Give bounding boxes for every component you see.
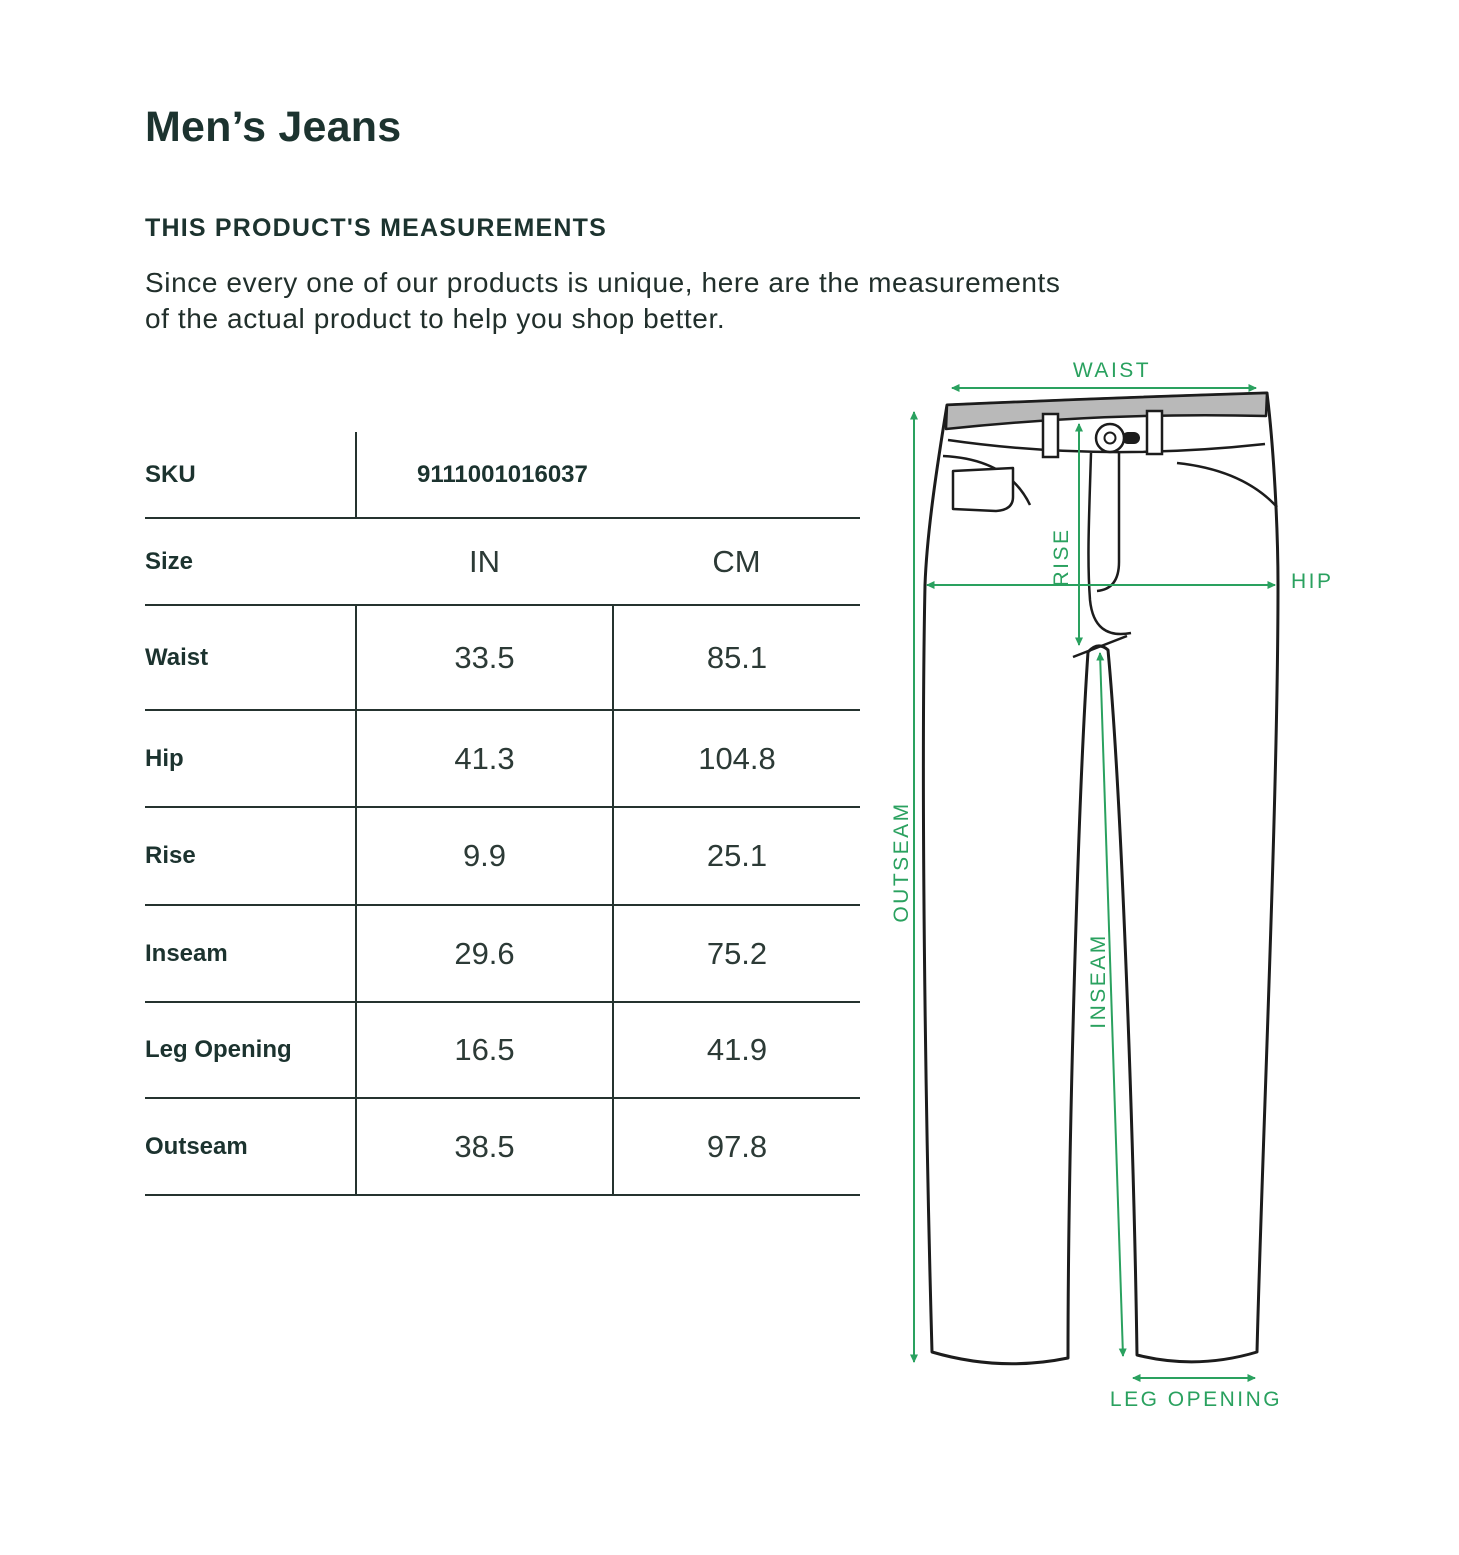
table-row xyxy=(145,1098,860,1195)
row-value-cm: 75.2 xyxy=(613,905,860,1002)
row-value-in: 16.5 xyxy=(356,1002,613,1098)
table-row xyxy=(145,807,860,905)
row-label: Waist xyxy=(145,605,356,710)
row-value-cm: 25.1 xyxy=(613,807,860,905)
row-label: Hip xyxy=(145,710,356,807)
belt-loop-left xyxy=(1043,414,1058,457)
waist-label: WAIST xyxy=(1072,359,1152,382)
jeans-measurement-diagram xyxy=(858,345,1360,1435)
table-row xyxy=(145,710,860,807)
row-value-cm: 41.9 xyxy=(613,1002,860,1098)
row-value-in: 33.5 xyxy=(356,605,613,710)
row-label: Inseam xyxy=(145,905,356,1002)
row-value-in: 38.5 xyxy=(356,1098,613,1195)
page-title: Men’s Jeans xyxy=(145,103,402,151)
size-label: Size xyxy=(145,518,356,605)
row-value-cm: 97.8 xyxy=(613,1098,860,1195)
intro-text xyxy=(145,265,1061,337)
table-row xyxy=(145,1002,860,1098)
row-value-cm: 85.1 xyxy=(613,605,860,710)
section-heading: THIS PRODUCT'S MEASUREMENTS xyxy=(145,214,607,242)
outseam-label: OUTSEAM xyxy=(890,801,913,923)
row-value-in: 41.3 xyxy=(356,710,613,807)
row-value-cm: 104.8 xyxy=(613,710,860,807)
belt-loop-right xyxy=(1147,411,1162,454)
table-row xyxy=(145,605,860,710)
sku-value: 9111001016037 xyxy=(356,432,860,518)
jeans-outline xyxy=(923,393,1278,1364)
table-row-size xyxy=(145,518,860,605)
row-label: Leg Opening xyxy=(145,1002,356,1098)
sku-label: SKU xyxy=(145,432,356,518)
unit-header-in: IN xyxy=(356,518,613,605)
measurements-table xyxy=(145,432,860,1196)
row-label: Outseam xyxy=(145,1098,356,1195)
inseam-label: INSEAM xyxy=(1087,933,1110,1029)
unit-header-cm: CM xyxy=(613,518,860,605)
intro-line-1: Since every one of our products is unique, here are the measurements xyxy=(145,267,1061,298)
leg-opening-label: LEG OPENING xyxy=(1109,1388,1283,1411)
rise-label: RISE xyxy=(1050,527,1073,587)
row-value-in: 9.9 xyxy=(356,807,613,905)
watch-pocket xyxy=(953,468,1013,511)
row-label: Rise xyxy=(145,807,356,905)
hip-label: HIP xyxy=(1291,570,1334,593)
table-row-sku xyxy=(145,432,860,518)
intro-line-2: of the actual product to help you shop better. xyxy=(145,303,726,334)
row-value-in: 29.6 xyxy=(356,905,613,1002)
table-row xyxy=(145,905,860,1002)
